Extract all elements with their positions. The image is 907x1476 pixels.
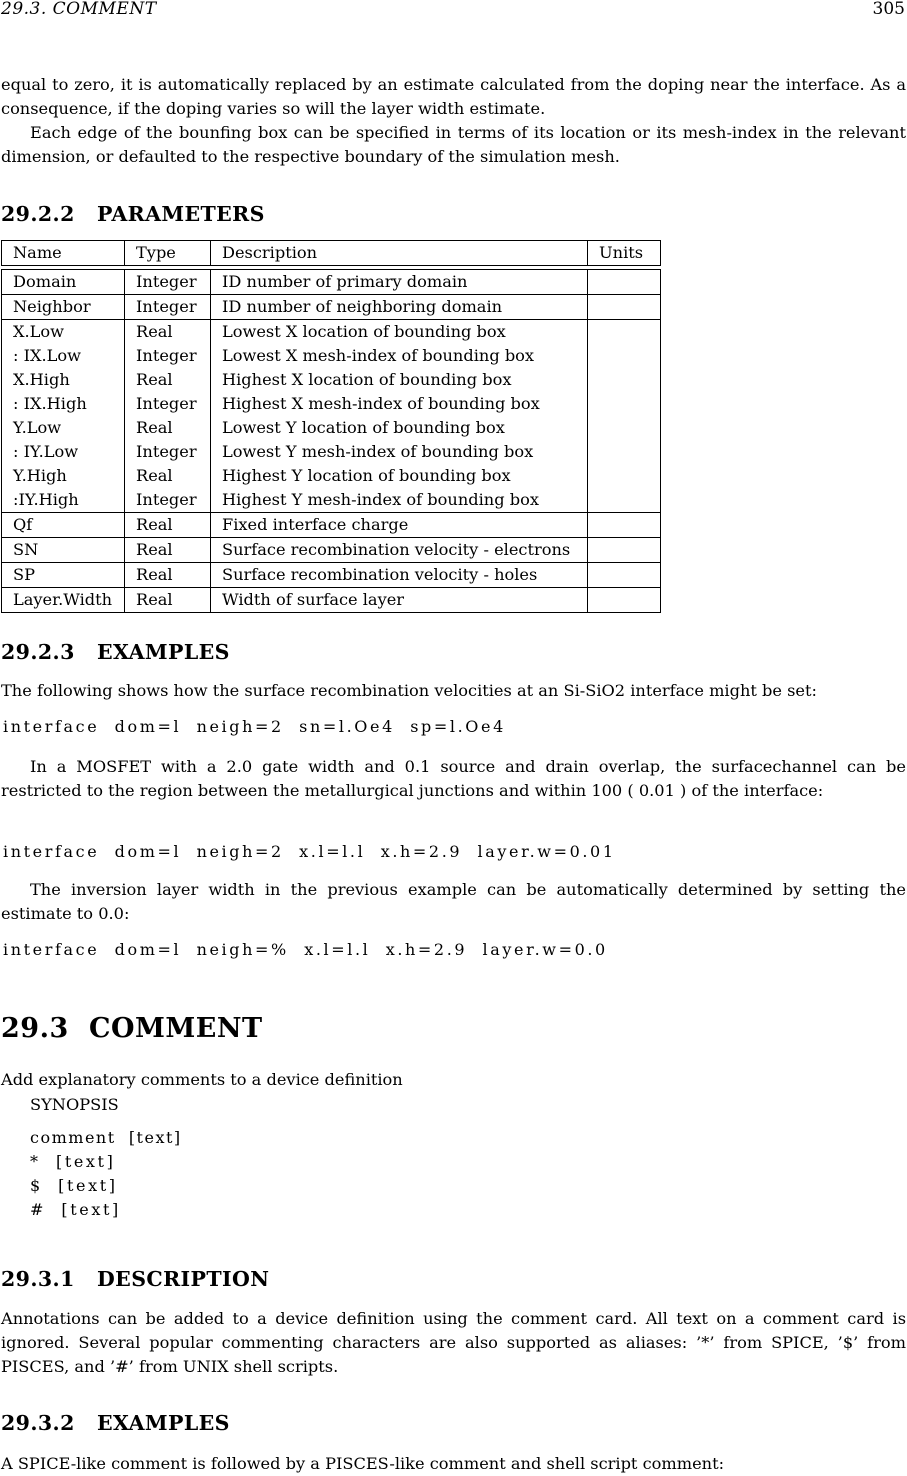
section-heading-29-3 bbox=[1, 1013, 263, 1044]
cell-units bbox=[588, 563, 661, 588]
cell-type: Real bbox=[125, 563, 211, 588]
header-cell-type: Type bbox=[125, 241, 211, 266]
section-number: 29.2.2 bbox=[1, 202, 75, 226]
cell-units bbox=[588, 588, 661, 613]
cell-type: Real bbox=[125, 513, 211, 538]
description-line: Highest X mesh-index of bounding box bbox=[222, 394, 540, 413]
cell-description: Fixed interface charge bbox=[211, 513, 588, 538]
code-example-1: interface dom=l neigh=2 sn=l.Oe4 sp=l.Oe4 bbox=[3, 717, 506, 736]
type-line: Real bbox=[136, 418, 173, 437]
cell-description: Width of surface layer bbox=[211, 588, 588, 613]
cell-name: Qf bbox=[2, 513, 125, 538]
table-row bbox=[2, 588, 661, 613]
section-number: 29.3.1 bbox=[1, 1267, 75, 1291]
cell-type: Real bbox=[125, 538, 211, 563]
section-heading-29-3-2 bbox=[1, 1411, 230, 1435]
type-line: Integer bbox=[136, 490, 197, 509]
intro-paragraph-1: equal to zero, it is automatically replaced by an estimate calculated from the doping near the interface. As a consequence, if the doping varies so will the layer width estimate. bbox=[1, 75, 906, 118]
cell-type: Integer bbox=[125, 295, 211, 320]
description-line: Lowest X mesh-index of bounding box bbox=[222, 346, 535, 365]
cell-description: ID number of primary domain bbox=[211, 270, 588, 295]
synopsis-line-2: * [text] bbox=[30, 1152, 116, 1171]
header-cell-units: Units bbox=[588, 241, 661, 266]
cell-description: ID number of neighboring domain bbox=[211, 295, 588, 320]
type-line: Real bbox=[136, 322, 173, 341]
table-header-row bbox=[2, 241, 661, 266]
section-number: 29.3.2 bbox=[1, 1411, 75, 1435]
name-line: : IX.High bbox=[13, 394, 87, 413]
table-row bbox=[2, 295, 661, 320]
description-line: Lowest X location of bounding box bbox=[222, 322, 506, 341]
description-line: Highest X location of bounding box bbox=[222, 370, 512, 389]
synopsis-line-1: comment [text] bbox=[30, 1128, 182, 1147]
header-cell-description: Description bbox=[211, 241, 588, 266]
table-row-bounding-box bbox=[2, 320, 661, 513]
cell-description: Surface recombination velocity - holes bbox=[211, 563, 588, 588]
section-title: DESCRIPTION bbox=[97, 1267, 270, 1291]
cell-type bbox=[125, 320, 211, 513]
intro-paragraph-2: Each edge of the bounfing box can be specified in terms of its location or its mesh-index in the relevant dimension, or defaulted to the respective boundary of the simulation mesh. bbox=[1, 123, 906, 166]
section-title: COMMENT bbox=[89, 1013, 263, 1044]
name-line: X.High bbox=[13, 370, 70, 389]
synopsis-label: SYNOPSIS bbox=[30, 1095, 119, 1114]
section-number: 29.3 bbox=[1, 1013, 69, 1044]
cell-type: Integer bbox=[125, 270, 211, 295]
cell-type: Real bbox=[125, 588, 211, 613]
table-row bbox=[2, 538, 661, 563]
name-line: Y.High bbox=[13, 466, 67, 485]
section-title: EXAMPLES bbox=[97, 1411, 230, 1435]
code-example-2: interface dom=l neigh=2 x.l=l.l x.h=2.9 layer.w=0.01 bbox=[3, 842, 616, 861]
cell-name: SP bbox=[2, 563, 125, 588]
examples-intro-text: The following shows how the surface recombination velocities at an Si-SiO2 interface might be set: bbox=[1, 681, 817, 700]
examples-inversion-text: The inversion layer width in the previous example can be automatically determined by setting the estimate to 0.0: bbox=[1, 880, 906, 923]
comment-intro-text: Add explanatory comments to a device definition bbox=[1, 1070, 403, 1089]
synopsis-line-3: $ [text] bbox=[30, 1176, 118, 1195]
examples-mosfet-text: In a MOSFET with a 2.0 gate width and 0.1 source and drain overlap, the surfacechannel can be restricted to the region between the metallurgical junctions and within 100 ( 0.01 ) of the interface: bbox=[1, 757, 906, 800]
description-line: Lowest Y mesh-index of bounding box bbox=[222, 442, 534, 461]
name-line: X.Low bbox=[13, 322, 65, 341]
type-line: Integer bbox=[136, 442, 197, 461]
type-line: Integer bbox=[136, 394, 197, 413]
running-header-chapter: 29.3. COMMENT bbox=[1, 0, 157, 19]
type-line: Integer bbox=[136, 346, 197, 365]
section-number: 29.2.3 bbox=[1, 640, 75, 664]
cell-units bbox=[588, 295, 661, 320]
section-heading-29-3-1 bbox=[1, 1267, 269, 1291]
cell-name: Domain bbox=[2, 270, 125, 295]
cell-description bbox=[211, 320, 588, 513]
header-cell-name: Name bbox=[2, 241, 125, 266]
page-number: 305 bbox=[872, 0, 905, 19]
description-line: Highest Y location of bounding box bbox=[222, 466, 511, 485]
description-paragraph: Annotations can be added to a device definition using the comment card. All text on a comment card is ignored. Several popular commenting characters are also supported as aliases: ’*’ from SPICE, ’$’ from PISCES, and ’#’ from UNIX shell scripts. bbox=[1, 1309, 906, 1376]
cell-name bbox=[2, 320, 125, 513]
cell-units bbox=[588, 538, 661, 563]
section-heading-29-2-2 bbox=[1, 202, 265, 226]
type-line: Real bbox=[136, 466, 173, 485]
cell-units bbox=[588, 320, 661, 513]
comment-examples-text: A SPICE-like comment is followed by a PISCES-like comment and shell script comment: bbox=[1, 1454, 725, 1473]
cell-name: Neighbor bbox=[2, 295, 125, 320]
description-line: Highest Y mesh-index of bounding box bbox=[222, 490, 539, 509]
name-line: Y.Low bbox=[13, 418, 62, 437]
section-title: PARAMETERS bbox=[97, 202, 265, 226]
cell-units bbox=[588, 513, 661, 538]
table-row bbox=[2, 513, 661, 538]
name-line: :IY.High bbox=[13, 490, 79, 509]
cell-units bbox=[588, 270, 661, 295]
type-line: Real bbox=[136, 370, 173, 389]
description-line: Lowest Y location of bounding box bbox=[222, 418, 505, 437]
name-line: : IX.Low bbox=[13, 346, 82, 365]
cell-name: SN bbox=[2, 538, 125, 563]
parameters-table bbox=[1, 240, 661, 613]
section-title: EXAMPLES bbox=[97, 640, 230, 664]
synopsis-line-4: # [text] bbox=[30, 1200, 121, 1219]
name-line: : IY.Low bbox=[13, 442, 79, 461]
code-example-3: interface dom=l neigh=% x.l=l.l x.h=2.9 layer.w=0.0 bbox=[3, 940, 608, 959]
cell-description: Surface recombination velocity - electrons bbox=[211, 538, 588, 563]
table-row bbox=[2, 563, 661, 588]
cell-name: Layer.Width bbox=[2, 588, 125, 613]
section-heading-29-2-3 bbox=[1, 640, 230, 664]
table-row bbox=[2, 270, 661, 295]
